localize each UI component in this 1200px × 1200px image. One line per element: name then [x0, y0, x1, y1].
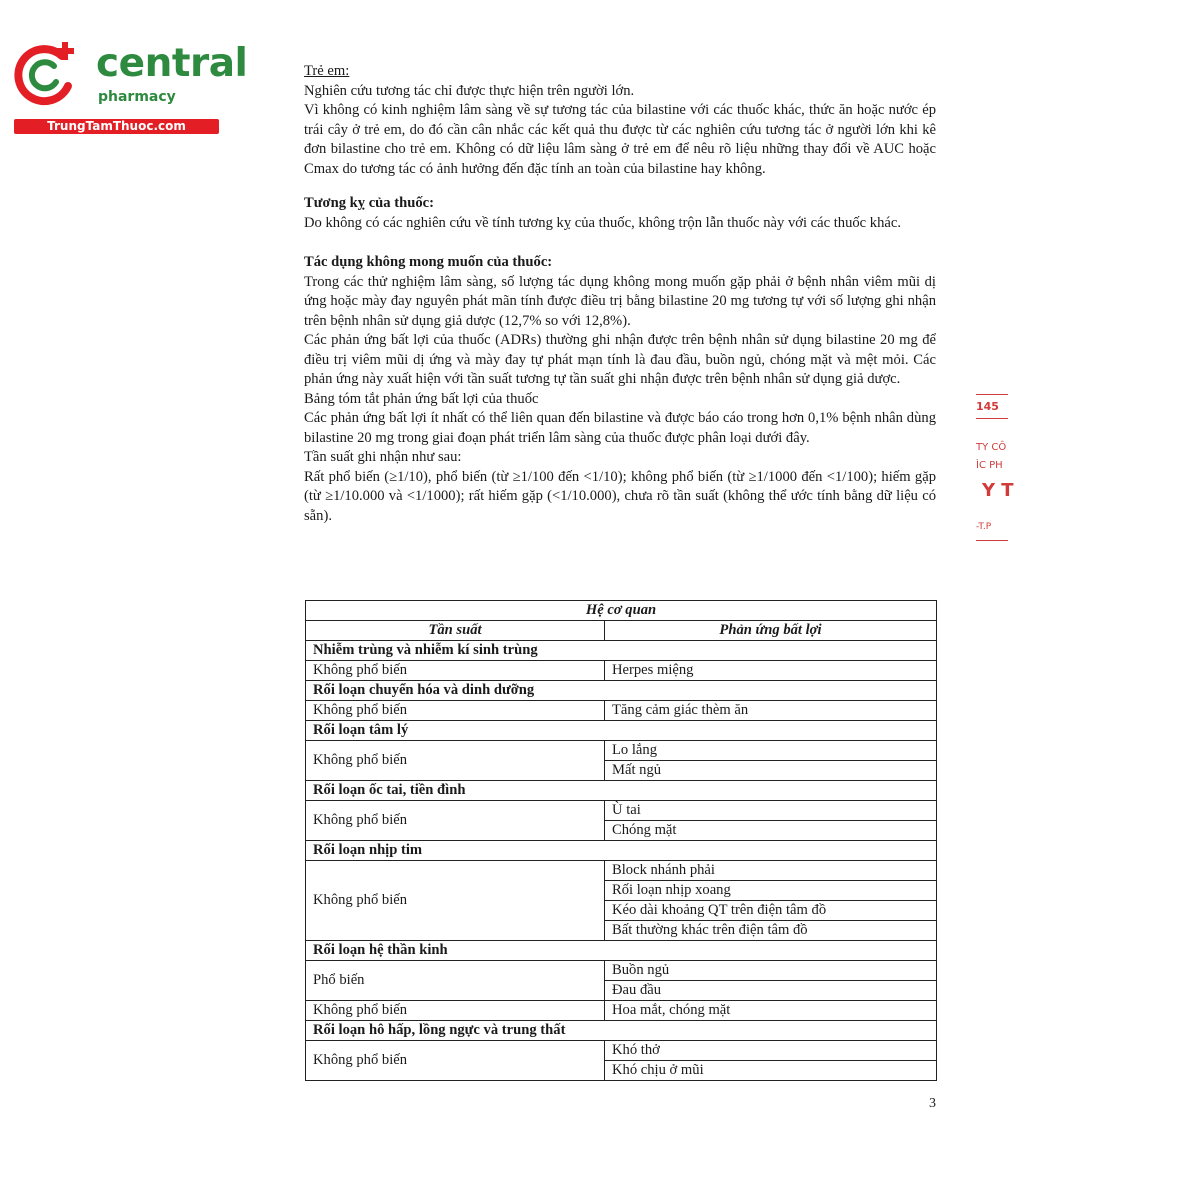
stamp-text-5: -T.P	[976, 522, 992, 532]
table-group-row	[306, 681, 937, 701]
table-row	[306, 801, 937, 821]
table-group-row	[306, 841, 937, 861]
reaction-cell: Mất ngủ	[605, 761, 937, 781]
adverse-paragraph-6: Rất phổ biến (≥1/10), phổ biến (từ ≥1/100 đến <1/10); không phổ biến (từ ≥1/1000 đến <1/100); hiếm gặp (từ ≥1/10.000 và <1/1000); rất hiếm gặp (<1/10.000), chưa rõ tần suất (không thể ước tính bằng dữ liệu có sẵn).	[304, 468, 936, 524]
brand-logo	[10, 38, 248, 138]
organ-system-name: Rối loạn ốc tai, tiền đình	[306, 781, 937, 801]
reaction-cell: Bất thường khác trên điện tâm đồ	[605, 921, 937, 941]
organ-system-name: Nhiễm trùng và nhiễm kí sinh trùng	[306, 641, 937, 661]
stamp-text-1: 145	[976, 400, 999, 413]
adverse-paragraph-2: Các phản ứng bất lợi của thuốc (ADRs) thường ghi nhận được trên bệnh nhân sử dụng bilastine 20 mg để điều trị viêm mũi dị ứng và mày đay tự phát mạn tính là đau đầu, buồn ngủ, chóng mặt và mệt mỏi. Các phản ứng này xuất hiện với tần suất tương tự tần suất ghi nhận được trên bệnh nhân sử dụng giả dược.	[304, 332, 936, 387]
frequency-cell: Không phổ biến	[306, 741, 605, 781]
brand-subtitle: pharmacy	[98, 89, 176, 105]
frequency-cell: Phổ biến	[306, 961, 605, 1001]
reaction-cell: Kéo dài khoảng QT trên điện tâm đồ	[605, 901, 937, 921]
reaction-cell: Lo lắng	[605, 741, 937, 761]
table-row	[306, 861, 937, 881]
reaction-cell: Khó thở	[605, 1041, 937, 1061]
table-group-row	[306, 941, 937, 961]
reaction-cell: Đau đầu	[605, 981, 937, 1001]
table-group-row	[306, 721, 937, 741]
table-group-row	[306, 641, 937, 661]
brand-name: central	[96, 41, 248, 86]
reaction-cell: Khó chịu ở mũi	[605, 1061, 937, 1081]
frequency-cell: Không phổ biến	[306, 661, 605, 681]
organ-system-name: Rối loạn chuyển hóa và dinh dưỡng	[306, 681, 937, 701]
compatibility-heading: Tương kỵ của thuốc:	[304, 195, 434, 211]
organ-system-name: Rối loạn tâm lý	[306, 721, 937, 741]
stamp-text-3: ÌC PH	[976, 460, 1003, 471]
table-group-row	[306, 1021, 937, 1041]
adverse-paragraph-1: Trong các thử nghiệm lâm sàng, số lượng tác dụng không mong muốn gặp phải ở bệnh nhân viêm mũi dị ứng hoặc mày đay nguyên phát mãn tính được điều trị bằng bilastine 20 mg tương tự với số lượng ghi nhận trên bệnh nhân sử dụng giả dược (12,7% so với 12,8%).	[304, 273, 936, 329]
reaction-cell: Buồn ngủ	[605, 961, 937, 981]
column-header-frequency: Tần suất	[306, 621, 605, 641]
reaction-cell: Rối loạn nhịp xoang	[605, 881, 937, 901]
children-paragraph-2: Vì không có kinh nghiệm lâm sàng về sự tương tác của bilastine với các thuốc khác, thức ăn hoặc nước ép trái cây ở trẻ em, do đó cần cân nhắc các kết quả thu được từ các nghiên cứu tương tác ở người lớn khi kê đơn bilastine cho trẻ em. Không có dữ liệu lâm sàng ở trẻ em để nêu rõ liệu những thay đổi về AUC hoặc Cmax do tương tác có ảnh hưởng đến đặc tính an toàn của bilastine hay không.	[304, 102, 936, 177]
reaction-cell: Ù tai	[605, 801, 937, 821]
page-number: 3	[929, 1096, 936, 1111]
adverse-paragraph-3: Bảng tóm tắt phản ứng bất lợi của thuốc	[304, 390, 539, 407]
organ-system-name: Rối loạn nhịp tim	[306, 841, 937, 861]
frequency-cell: Không phổ biến	[306, 801, 605, 841]
table-title: Hệ cơ quan	[306, 601, 937, 621]
reaction-cell: Hoa mắt, chóng mặt	[605, 1001, 937, 1021]
reaction-cell: Block nhánh phải	[605, 861, 937, 881]
adverse-reactions-table	[305, 600, 937, 1081]
stamp-text-2: TY CÔ	[976, 442, 1007, 453]
stamp-text-4: Y T	[982, 480, 1014, 501]
stamp-fragment	[976, 390, 1012, 550]
adverse-paragraph-4: Các phản ứng bất lợi ít nhất có thể liên quan đến bilastine và được báo cáo trong hơn 0,1% bệnh nhân dùng bilastine 20 mg trong giai đoạn phát triển lâm sàng của thuốc được phân loại dưới đây.	[304, 410, 936, 446]
table-row	[306, 961, 937, 981]
adverse-effects-heading: Tác dụng không mong muốn của thuốc:	[304, 254, 553, 270]
frequency-cell: Không phổ biến	[306, 861, 605, 941]
compatibility-paragraph: Do không có các nghiên cứu về tính tương kỵ của thuốc, không trộn lẫn thuốc này với các thuốc khác.	[304, 214, 902, 231]
reaction-cell: Chóng mặt	[605, 821, 937, 841]
table-row	[306, 1001, 937, 1021]
frequency-cell: Không phổ biến	[306, 1041, 605, 1081]
table-group-row	[306, 781, 937, 801]
table-row	[306, 741, 937, 761]
column-header-reaction: Phản ứng bất lợi	[605, 621, 937, 641]
document-body	[304, 62, 936, 526]
brand-url[interactable]: TrungTamThuoc.com	[14, 119, 219, 134]
reaction-cell: Tăng cảm giác thèm ăn	[605, 701, 937, 721]
frequency-cell: Không phổ biến	[306, 701, 605, 721]
adverse-paragraph-5: Tần suất ghi nhận như sau:	[304, 449, 462, 465]
table-row	[306, 701, 937, 721]
central-pharmacy-logo-icon	[10, 38, 82, 110]
table-row	[306, 1041, 937, 1061]
children-paragraph-1: Nghiên cứu tương tác chỉ được thực hiện trên người lớn.	[304, 82, 635, 99]
children-heading: Trẻ em:	[304, 63, 350, 79]
reaction-cell: Herpes miệng	[605, 661, 937, 681]
organ-system-name: Rối loạn hệ thần kinh	[306, 941, 937, 961]
table-row	[306, 661, 937, 681]
frequency-cell: Không phổ biến	[306, 1001, 605, 1021]
organ-system-name: Rối loạn hô hấp, lồng ngực và trung thất	[306, 1021, 937, 1041]
